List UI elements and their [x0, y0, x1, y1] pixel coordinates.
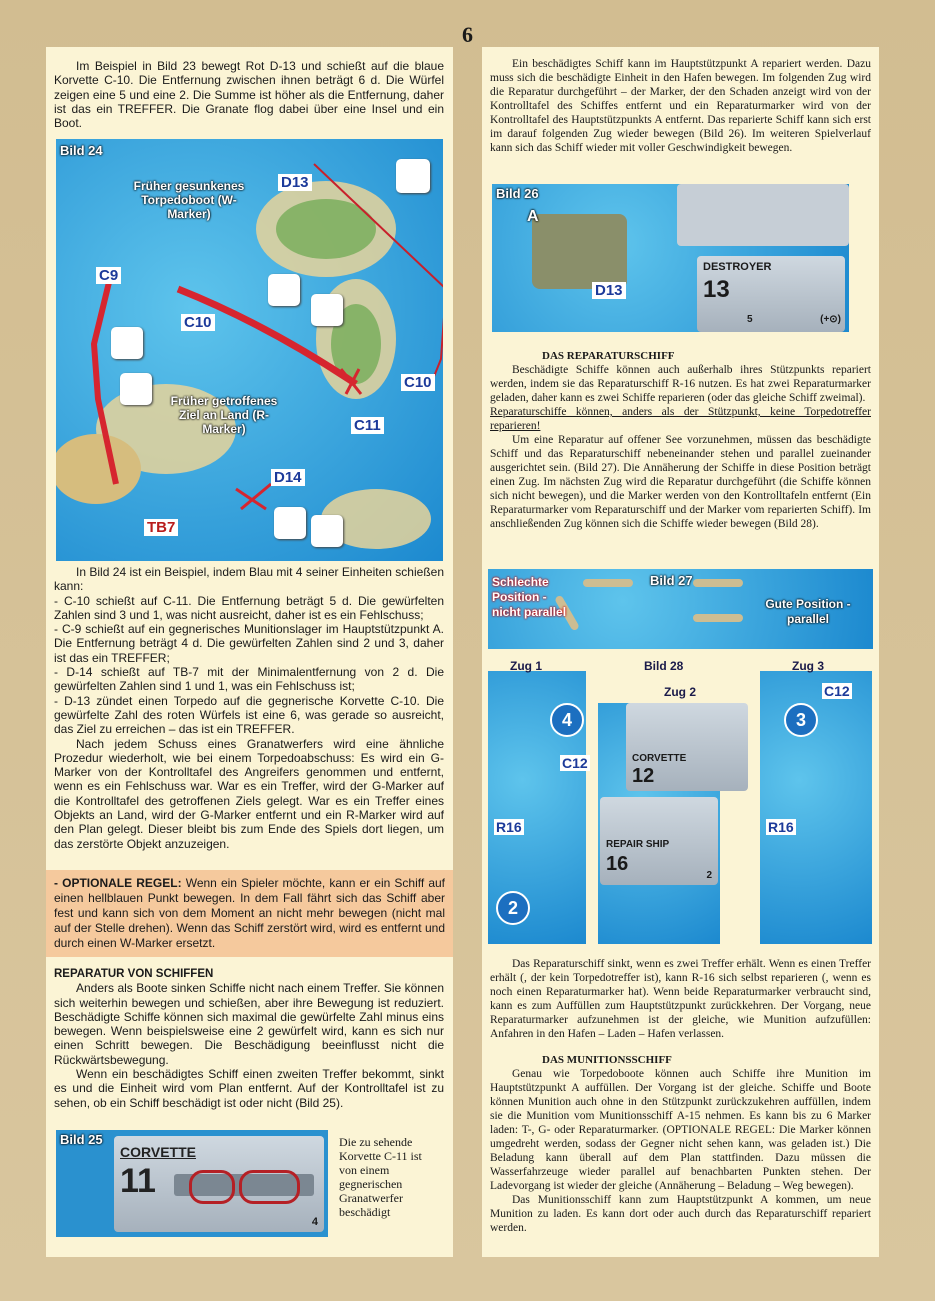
label-hit-land-target: Früher getroffenes Ziel an Land (R-Marker): [170, 394, 278, 436]
unit-tb7: TB7: [144, 519, 178, 536]
corvette-card-12: [626, 703, 748, 791]
right-paragraph-2-warning: Reparaturschiffe können, anders als der Stützpunkt, keine Torpedotreffer reparieren!: [490, 406, 871, 432]
bullet-c9: - C-9 schießt auf ein gegnerisches Munitionslager im Hauptstützpunkt A. Die Entfernung beträgt 4 d. Die gewürfelten Zahlen sind 2 und 3, daher ist das ein TREFFER;: [54, 622, 444, 665]
right-paragraph-3: Um eine Reparatur auf offener See vorzunehmen, müssen das beschädigte Schiff und das Reparaturschiff nebeneinander stehen und parallel zueinander ausgerichtet sein. (Bild 27). Die Annäherung der Schiffe in diese Position beträgt einen Zug. Im nächsten Zug wird die Reparatur durchgeführt (die Schiffe können sich nicht bewegen), und die Marker werden von den Kontrolltafeln entfernt (Ein Reparaturmarker vom Reparaturschiff und der Marker vom reparierten Schiff). Im anschließenden Zug können sich die Schiffe wieder bewegen (Bild 28).: [490, 434, 871, 530]
left-paragraph-1: Im Beispiel in Bild 23 bewegt Rot D-13 und schießt auf die blaue Korvette C-10. Die Entfernung zwischen ihnen beträgt 6 d. Die Würfel zeigen eine 5 und eine 2. Die Summe ist höher als die Entfernung, daher ist das ein TREFFER. Die Granate flog dabei über eine Insel und ein Boot.: [54, 59, 444, 131]
left-column: [46, 47, 453, 1257]
left-paragraph-4: Anders als Boote sinken Schiffe nicht nach einem Treffer. Sie können sich weiterhin bewegen und schießen, aber ihre Bewegung ist reduziert. Beschädigte Schiffe können sich maximal die gewürfelte Zahl minus eins bewegen. Wenn beispielsweise eine 2 gewürfelt wird, kann es sich nur einen Schritt bewegen. Die Beschädigung beeinflusst nicht die Rückwärtsbewegung.: [54, 981, 444, 1067]
page-number: 6: [462, 22, 473, 47]
base-label-a: A: [527, 208, 539, 225]
right-paragraph-1: Ein beschädigtes Schiff kann im Hauptstützpunkt A repariert werden. Dazu muss sich die beschädigte Einheit in den Hafen bewegen. Im folgenden Zug wird die Reparatur durchgeführt – der Marker, der den Schaden anzeigt wird von der Kontrolltafel des Schiffes entfernt und ein Reparaturmarker wird von der Kontrolltafel des Hauptstützpunkts A entfernt. Das reparierte Schiff kann sich erst im darauf folgenden Zug wieder bewegen (Bild 26). Im weiteren Spielverlauf kann sich das Schiff wieder mit voller Geschwindigkeit bewegen.: [490, 58, 871, 154]
repair-ship-card-16: [600, 797, 718, 885]
corvette-card-name: CORVETTE: [632, 753, 687, 764]
left-paragraph-5: Wenn ein beschädigtes Schiff einen zweiten Treffer bekommt, sinkt es und die Einheit wird vom Plan entfernt. Auf der Kontrolltafel ist zu sehen, ob ein Schiff beschädigt ist oder nicht (Bild 25).: [54, 1067, 444, 1110]
repair-ship-heading: DAS REPARATURSCHIFF: [542, 350, 675, 362]
unit-c10-left: C10: [181, 314, 215, 331]
right-paragraph-6: Das Munitionsschiff kann zum Hauptstützpunkt A kommen, um neue Munition zu laden. Es kann dort oder auch durch das Reparaturschiff repariert werden.: [490, 1194, 871, 1234]
turn-3-label: Zug 3: [792, 659, 824, 673]
figure-24-map: [56, 139, 443, 561]
unit-c12-turn1: C12: [562, 755, 588, 771]
bad-position-label: Schlechte Position - nicht parallel: [492, 575, 567, 619]
repair-ship-card-small: 2: [706, 870, 712, 881]
optional-rule-label: - OPTIONALE REGEL:: [54, 876, 182, 890]
left-paragraph-3: Nach jedem Schuss eines Granatwerfers wird eine ähnliche Prozedur wiederholt, wie bei einem Torpedoabschuss: Es wird ein G-Marker von der Kontrolltafel des Angreifers genommen und entfernt, wenn es ein Fehlschuss war. War es ein Treffer, wird der G-Marker auf die Kontrolltafel des getroffenen Ziels gelegt. War es ein Treffer eines Objekts an Land, wird der G-Marker entfernt und ein R-Marker wird auf den Plan gelegt. Dieser bleibt bis zum Ende des Spiels dort liegen, um das zerstörte Objekt anzuzeigen.: [54, 736, 444, 851]
unit-r16-turn1: R16: [496, 819, 522, 835]
unit-r16-turn3: R16: [768, 819, 794, 835]
turn-2-label: Zug 2: [664, 685, 696, 699]
unit-c12-turn3: C12: [824, 683, 850, 699]
repair-heading: REPARATUR VON SCHIFFEN: [54, 968, 214, 980]
base-control-card: [677, 184, 849, 246]
die-green-3: [120, 373, 152, 405]
die-green-1: [311, 294, 343, 326]
figure-25: [56, 1130, 328, 1237]
bullet-d14: - D-14 schießt auf TB-7 mit der Minimalentfernung von 2 d. Die gewürfelten Zahlen sind 1 und 1, was ein Fehlschuss ist;: [54, 665, 444, 694]
right-paragraph-5: Genau wie Torpedoboote können auch Schiffe ihre Munition im Hauptstützpunkt A auffüllen. Der Vorgang ist der gleiche. Schiffe und Boote können Munition auch ohne in den Stützpunkt zurückzukehren auffüllen, indem sie die Munition vom Munitionsschiff A-15 nehmen. Es kann bis zu 6 Marker laden: T-, G- oder Reparaturmarker. (OPTIONALE REGEL: Die Marker können umgedreht werden, sodass der Gegner nicht sehen kann, was geladen ist.) Die Beladung kann überall auf dem Plan stattfinden. Dazu müssen die Wasserfahrzeuge wieder parallel auf benachbarten Punkten stehen. Der Ladevorgang ist wieder der gleiche (Annäherung – Beladung – Weg bewegen).: [490, 1068, 871, 1192]
right-paragraph-4: Das Reparaturschiff sinkt, wenn es zwei Treffer erhält. Wenn es einen Treffer erhält (, der kein Torpedotreffer ist), kann R-16 sich selbst reparieren (, wenn es noch einen Reparaturmarker hat). Wenn beide Reparaturmarker verbraucht sind, kann es zum Auffüllen zum Hauptstützpunkt zurückkehren. Der Vorgang, neue Reparaturmarker aufzunehmen ist der gleiche, wie Munition aufzufüllen: Anfahren in den Hafen – Laden – Hafen verlassen.: [490, 958, 871, 1040]
bullet-d13: - D-13 zündet einen Torpedo auf die gegnerische Korvette C-10. Die gewürfelte Zahl des roten Würfels ist eine 6, was gerade so ausreicht, das Ziel zu erreichen – das ist ein TREFFER.: [54, 693, 444, 737]
ammo-ship-heading: DAS MUNITIONSSCHIFF: [542, 1054, 672, 1066]
step-badge-3: 3: [784, 703, 818, 737]
damage-marker-icon: [189, 1170, 235, 1204]
figure-28-title: Bild 28: [644, 659, 684, 673]
destroyer-control-card: [697, 256, 845, 332]
destroyer-card-name: DESTROYER: [703, 261, 772, 273]
die-red-2: [111, 327, 143, 359]
unit-c10-right: C10: [401, 374, 435, 391]
die-red-3: [268, 274, 300, 306]
left-text-block-3: [54, 967, 444, 1110]
corvette-card-number: 12: [632, 765, 655, 787]
step-badge-4: 4: [550, 703, 584, 737]
figure-28: [488, 659, 873, 944]
die-red-1: [274, 507, 306, 539]
unit-d14: D14: [271, 469, 305, 486]
figure-27: [488, 569, 873, 649]
unit-d13-port: D13: [592, 282, 626, 299]
unit-c11: C11: [351, 417, 384, 434]
destroyer-card-small: 5: [747, 314, 753, 325]
figure-26: [492, 184, 849, 332]
step-badge-2: 2: [496, 891, 530, 925]
figure-26-title: Bild 26: [496, 186, 539, 201]
label-sunk-torpedo-boat: Früher gesunkenes Torpedoboot (W-Marker): [133, 179, 245, 221]
figure-25-caption: Die zu sehende Korvette C-11 ist von einem gegnerischen Granatwerfer beschädigt: [339, 1135, 422, 1219]
hit-marker-icon: [239, 1170, 300, 1204]
turn-1-label: Zug 1: [510, 659, 542, 673]
right-column: [482, 47, 879, 1257]
optional-rule-box: [46, 870, 453, 957]
card-ship-name: CORVETTE: [120, 1144, 196, 1160]
repair-ship-card-name: REPAIR SHIP: [606, 839, 670, 850]
card-ship-number: 11: [120, 1162, 156, 1200]
die-green-1b: [311, 515, 343, 547]
unit-d13: D13: [278, 174, 312, 191]
die-red-6: [396, 159, 430, 193]
right-paragraph-2: Beschädigte Schiffe können auch außerhalb ihres Stützpunkts repariert werden, indem sie das Reparaturschiff R-16 nutzen. Es hat zwei Reparaturmarker geladen, daher kann es zwei Schiffe reparieren (oder das gleiche Schiff zweimal).: [490, 364, 871, 404]
destroyer-card-extra: (+⊙): [820, 314, 841, 325]
left-paragraph-2: In Bild 24 ist ein Beispiel, indem Blau mit 4 seiner Einheiten schießen kann:: [54, 565, 444, 594]
card-small-number: 4: [311, 1216, 318, 1228]
optional-rule-text: Wenn ein Spieler möchte, kann er ein Schiff auf einen hellblauen Punkt bewegen. In dem Fall fährt sich das Schiff aber fest und kann sich von dem Moment an nicht mehr bewegen (nicht mal auf der Stelle drehen). Wenn das Schiff zerstört wird, wird es entfernt und durch einen W-Marker ersetzt.: [54, 876, 446, 950]
main-base-a: [532, 214, 627, 289]
corvette-control-card: [114, 1136, 324, 1232]
good-position-label: Gute Position - parallel: [765, 597, 851, 626]
figure-24-title: Bild 24: [60, 143, 103, 158]
repair-ship-card-number: 16: [606, 853, 629, 875]
figure-27-title: Bild 27: [650, 573, 693, 588]
right-text-block-3: [490, 957, 871, 1235]
destroyer-card-number: 13: [703, 276, 730, 303]
bullet-c10: - C-10 schießt auf C-11. Die Entfernung beträgt 5 d. Die gewürfelten Zahlen sind 3 und 1, was nicht ausreicht, daher ist es ein Fehlschuss;: [54, 593, 444, 622]
figure-25-title: Bild 25: [60, 1132, 103, 1147]
left-text-block-2: [54, 565, 444, 851]
unit-c9: C9: [96, 267, 121, 284]
right-text-block-2: [490, 349, 871, 531]
